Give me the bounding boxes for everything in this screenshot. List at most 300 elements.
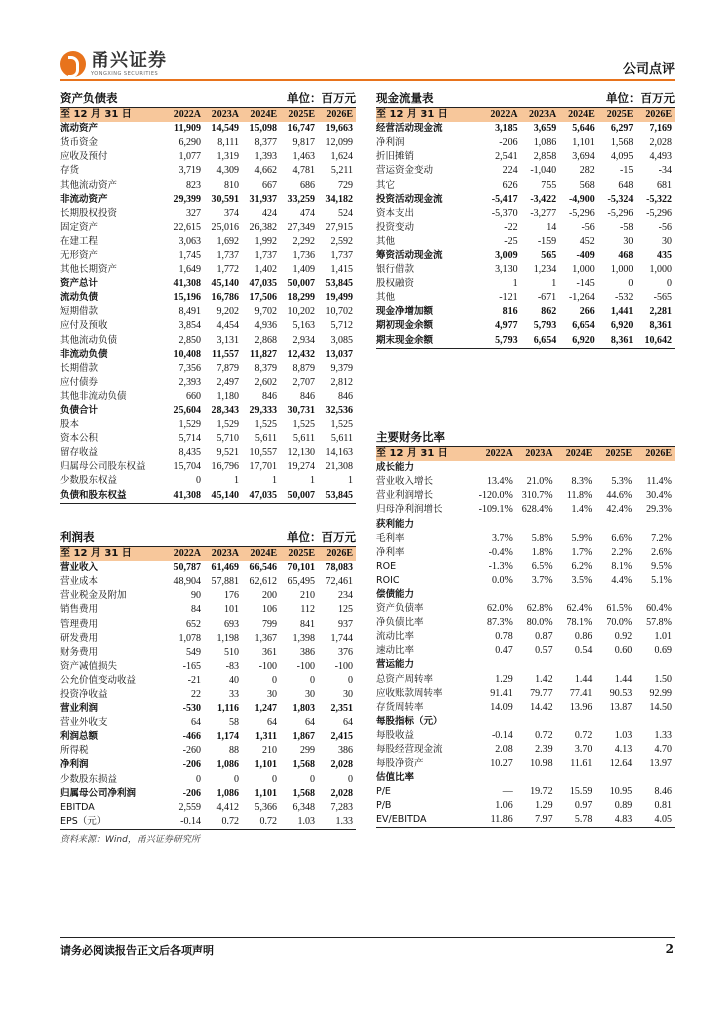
- value-cell: 729: [338, 179, 353, 191]
- value-cell: 3,854: [178, 320, 201, 332]
- value-cell: 0.47: [495, 645, 513, 657]
- value-cell: 57.8%: [646, 617, 672, 629]
- value-cell: 468: [618, 249, 634, 261]
- value-cell: 2022A: [166, 547, 204, 561]
- value-cell: -206: [499, 137, 518, 149]
- table-row: [376, 249, 675, 263]
- value-cell: 3.5%: [571, 574, 593, 586]
- table-row: [376, 122, 675, 136]
- value-cell: 374: [224, 207, 239, 219]
- value-cell: 5,793: [533, 320, 557, 332]
- row-label: 资产负债率: [376, 603, 424, 615]
- table-header-row: [376, 447, 675, 461]
- value-cell: 1,086: [533, 137, 557, 149]
- value-cell: 10.95: [609, 786, 633, 798]
- table-row: [60, 744, 356, 758]
- value-cell: 1,736: [292, 249, 315, 261]
- table-row: [376, 178, 675, 192]
- value-cell: 32,536: [325, 405, 353, 417]
- table-row: [60, 617, 356, 631]
- table-row: [376, 221, 675, 235]
- value-cell: 10.27: [490, 758, 513, 770]
- table-row: [60, 688, 356, 702]
- value-cell: 327: [186, 207, 201, 219]
- ratios-title-bar: [376, 430, 675, 447]
- value-cell: 22: [191, 688, 201, 700]
- value-cell: 88: [229, 745, 239, 757]
- value-cell: 1,174: [216, 731, 239, 743]
- value-cell: 568: [579, 179, 595, 191]
- value-cell: 30.4%: [646, 490, 672, 502]
- value-cell: 1,867: [292, 731, 315, 743]
- value-cell: 33,259: [287, 193, 315, 205]
- value-cell: 6,290: [178, 137, 201, 149]
- value-cell: 19,499: [325, 292, 353, 304]
- value-cell: [556, 658, 596, 672]
- value-cell: 846: [262, 390, 277, 402]
- value-cell: 2,934: [292, 334, 315, 346]
- page-header: [60, 50, 675, 78]
- table-row: [60, 207, 356, 221]
- value-cell: 0.72: [535, 729, 553, 741]
- value-cell: 2,592: [330, 235, 353, 247]
- logo-name-en: YONGXING SECURITIES: [91, 70, 159, 77]
- value-cell: 652: [186, 618, 201, 630]
- value-cell: 1,568: [292, 759, 315, 771]
- value-cell: 1,116: [217, 703, 239, 715]
- table-row: [60, 122, 356, 136]
- table-row: [60, 362, 356, 376]
- value-cell: [516, 771, 556, 785]
- value-cell: 1,525: [292, 419, 315, 431]
- row-label: 其他非流动负债: [60, 390, 127, 402]
- value-cell: 6.5%: [531, 560, 553, 572]
- value-cell: 452: [579, 235, 595, 247]
- value-cell: 1.4%: [571, 504, 593, 516]
- row-label: 利润总额: [60, 731, 99, 743]
- value-cell: -565: [653, 292, 672, 304]
- value-cell: 2024E: [556, 447, 596, 461]
- value-cell: 937: [338, 618, 353, 630]
- value-cell: 2,393: [178, 376, 201, 388]
- value-cell: 60.4%: [646, 603, 672, 615]
- table-row: [376, 701, 675, 715]
- value-cell: 2023A: [204, 108, 242, 122]
- value-cell: 3,085: [330, 334, 353, 346]
- cashflow-title: 现金流量表: [376, 91, 434, 105]
- value-cell: 2,415: [330, 731, 353, 743]
- value-cell: 9,702: [254, 306, 277, 318]
- value-cell: 6,348: [292, 801, 315, 813]
- value-cell: 1,367: [254, 632, 277, 644]
- value-cell: [595, 588, 635, 602]
- value-cell: [635, 715, 675, 729]
- row-label: 长期股权投资: [60, 207, 118, 219]
- value-cell: [556, 517, 596, 531]
- value-cell: 45,140: [204, 489, 242, 504]
- row-label: 银行借款: [376, 264, 415, 276]
- value-cell: —: [502, 786, 513, 798]
- value-cell: 0: [667, 278, 672, 290]
- value-cell: 72,461: [325, 576, 353, 588]
- row-label: 期初现金余额: [376, 320, 434, 332]
- value-cell: 4.70: [654, 744, 672, 756]
- row-label: 偿债能力: [376, 588, 415, 600]
- value-cell: 78,083: [325, 562, 353, 574]
- value-cell: -5,296: [568, 207, 595, 219]
- value-cell: 16,747: [287, 123, 315, 135]
- table-row: [376, 532, 675, 546]
- table-row: [376, 687, 675, 701]
- table-row: [60, 646, 356, 660]
- cashflow-table: [376, 108, 675, 349]
- value-cell: 41,308: [166, 489, 204, 504]
- table-row: [60, 277, 356, 291]
- value-cell: 2,858: [533, 151, 557, 163]
- value-cell: 1,409: [292, 264, 315, 276]
- value-cell: 64: [305, 717, 315, 729]
- value-cell: 19,663: [325, 123, 353, 135]
- row-label: 短期借款: [60, 306, 99, 318]
- income-statement-unit: 单位：百万元: [287, 530, 356, 544]
- row-label: 估值比率: [376, 772, 415, 784]
- row-label: 其他长期资产: [60, 264, 118, 276]
- value-cell: 11.61: [570, 758, 593, 770]
- value-cell: 0: [628, 278, 634, 290]
- row-label: 财务费用: [60, 646, 99, 658]
- row-label: 应付债券: [60, 376, 99, 388]
- value-cell: 14,549: [211, 123, 239, 135]
- value-cell: 10,408: [173, 348, 201, 360]
- table-row: [60, 305, 356, 319]
- value-cell: 0.72: [574, 729, 593, 741]
- value-cell: 224: [502, 165, 518, 177]
- value-cell: 648: [618, 179, 634, 191]
- table-row: [376, 588, 675, 602]
- value-cell: 5.78: [556, 813, 596, 828]
- value-cell: 15.59: [569, 786, 593, 798]
- value-cell: 22,615: [173, 221, 201, 233]
- value-cell: 0.72: [204, 815, 242, 830]
- value-cell: 1.44: [574, 673, 593, 685]
- row-label: 投资变动: [376, 221, 415, 233]
- table-row: [376, 673, 675, 687]
- value-cell: 0: [310, 773, 315, 785]
- value-cell: 28,343: [211, 405, 239, 417]
- value-cell: 1: [234, 475, 239, 487]
- table-row: [376, 263, 675, 277]
- row-label: 销售费用: [60, 604, 99, 616]
- value-cell: 10,642: [636, 334, 675, 349]
- value-cell: 11.8%: [566, 490, 593, 502]
- table-row: [60, 603, 356, 617]
- row-label: 资本支出: [376, 207, 415, 219]
- value-cell: [476, 715, 516, 729]
- value-cell: 8,491: [178, 306, 201, 318]
- row-label: 至 12 月 31 日: [60, 108, 166, 122]
- value-cell: 823: [186, 179, 201, 191]
- value-cell: 1,000: [610, 264, 634, 276]
- value-cell: 0.69: [654, 645, 672, 657]
- value-cell: 6.6%: [611, 532, 633, 544]
- value-cell: 282: [579, 165, 595, 177]
- table-header-row: [60, 108, 356, 122]
- value-cell: 50,787: [173, 562, 201, 574]
- table-row: [376, 757, 675, 771]
- value-cell: 0: [348, 773, 353, 785]
- value-cell: 5,611: [254, 433, 277, 445]
- value-cell: 30: [305, 688, 315, 700]
- value-cell: 2023A: [204, 547, 242, 561]
- row-label: 归母净利润增长: [376, 504, 443, 516]
- value-cell: 2,602: [254, 376, 277, 388]
- value-cell: 2,292: [292, 235, 315, 247]
- value-cell: 1: [310, 475, 315, 487]
- value-cell: 61.5%: [606, 603, 633, 615]
- value-cell: 5.8%: [531, 532, 553, 544]
- value-cell: 4,454: [216, 320, 239, 332]
- value-cell: 5,793: [482, 334, 521, 349]
- value-cell: 8,361: [649, 320, 672, 332]
- table-row: [60, 390, 356, 404]
- value-cell: 21.0%: [526, 476, 553, 488]
- table-row: [376, 729, 675, 743]
- value-cell: 386: [338, 745, 353, 757]
- balance-sheet-unit: 单位：百万元: [287, 91, 356, 105]
- value-cell: 862: [541, 306, 557, 318]
- value-cell: 6,920: [559, 334, 598, 349]
- value-cell: 0.81: [654, 800, 672, 812]
- value-cell: 9.5%: [651, 560, 672, 572]
- table-row: [376, 475, 675, 489]
- value-cell: 61,469: [211, 562, 239, 574]
- value-cell: 92.99: [649, 687, 672, 699]
- value-cell: 376: [338, 646, 353, 658]
- value-cell: 1.29: [535, 800, 553, 812]
- table-row: [60, 815, 356, 830]
- value-cell: 6,920: [610, 320, 634, 332]
- value-cell: 11.86: [476, 813, 516, 828]
- value-cell: -100: [334, 660, 353, 672]
- value-cell: 1,415: [330, 264, 353, 276]
- value-cell: 78.1%: [566, 617, 593, 629]
- value-cell: 62.8%: [526, 603, 553, 615]
- table-row: [376, 658, 675, 672]
- value-cell: -530: [182, 703, 201, 715]
- row-label: 毛利率: [376, 532, 405, 544]
- value-cell: 5.9%: [571, 532, 593, 544]
- table-row: [60, 716, 356, 730]
- row-label: 在建工程: [60, 235, 99, 247]
- value-cell: -15: [620, 165, 634, 177]
- table-row: [376, 560, 675, 574]
- row-label: 负债合计: [60, 405, 99, 417]
- value-cell: 62.4%: [566, 603, 593, 615]
- value-cell: 210: [300, 590, 315, 602]
- value-cell: 14,163: [325, 447, 353, 459]
- row-label: 归属母公司股东权益: [60, 461, 146, 473]
- value-cell: 8,111: [217, 137, 239, 149]
- value-cell: 14.50: [649, 701, 672, 713]
- value-cell: 0.89: [614, 800, 633, 812]
- table-row: [60, 263, 356, 277]
- value-cell: 1,568: [292, 787, 315, 799]
- value-cell: 12,432: [287, 348, 315, 360]
- value-cell: 9,817: [292, 137, 315, 149]
- row-label: 至 12 月 31 日: [376, 447, 476, 461]
- value-cell: -165: [182, 660, 201, 672]
- table-row: [60, 432, 356, 446]
- value-cell: [635, 588, 675, 602]
- value-cell: -25: [504, 235, 518, 247]
- value-cell: [595, 771, 635, 785]
- value-cell: 0.72: [242, 815, 280, 830]
- ratios-table: [376, 447, 675, 828]
- value-cell: 77.41: [569, 687, 593, 699]
- table-row: [376, 630, 675, 644]
- value-cell: 2,868: [254, 334, 277, 346]
- value-cell: 2026E: [635, 447, 675, 461]
- row-label: 长期借款: [60, 362, 99, 374]
- value-cell: [556, 771, 596, 785]
- row-label: 存货周转率: [376, 701, 424, 713]
- row-label: 营业利润增长: [376, 490, 434, 502]
- value-cell: 1,101: [254, 787, 277, 799]
- value-cell: 2,281: [649, 306, 672, 318]
- value-cell: 5.3%: [611, 476, 633, 488]
- table-row: [376, 743, 675, 757]
- value-cell: 0.54: [574, 645, 593, 657]
- value-cell: -56: [581, 221, 595, 233]
- value-cell: 13.87: [609, 701, 633, 713]
- value-cell: 3,719: [178, 165, 201, 177]
- table-row: [376, 503, 675, 517]
- row-label: 营业成本: [60, 576, 99, 588]
- value-cell: 2,707: [292, 376, 315, 388]
- value-cell: 2024E: [242, 108, 280, 122]
- table-row: [60, 348, 356, 362]
- value-cell: 50,007: [287, 278, 315, 290]
- value-cell: 58: [229, 717, 239, 729]
- value-cell: 9,379: [330, 362, 353, 374]
- row-label: 营业税金及附加: [60, 590, 127, 602]
- value-cell: -1,040: [530, 165, 557, 177]
- row-label: 研发费用: [60, 632, 99, 644]
- value-cell: -1.3%: [488, 560, 513, 572]
- value-cell: 30,731: [287, 405, 315, 417]
- table-row: [376, 291, 675, 305]
- data-source-note: 资料来源：Wind，甬兴证券研究所: [60, 835, 200, 845]
- value-cell: 1.06: [495, 800, 513, 812]
- value-cell: -532: [615, 292, 634, 304]
- value-cell: 8.46: [654, 786, 672, 798]
- value-cell: 210: [262, 745, 277, 757]
- row-label: EV/EBITDA: [376, 813, 476, 828]
- value-cell: 234: [338, 590, 353, 602]
- value-cell: 42.4%: [606, 504, 633, 516]
- row-label: 资本公积: [60, 433, 99, 445]
- value-cell: -0.14: [491, 729, 513, 741]
- value-cell: 101: [224, 604, 239, 616]
- row-label: 管理费用: [60, 618, 99, 630]
- value-cell: 8,379: [254, 362, 277, 374]
- value-cell: 3,063: [178, 235, 201, 247]
- value-cell: 1,000: [572, 264, 595, 276]
- value-cell: 14.42: [530, 701, 553, 713]
- value-cell: 0: [310, 674, 315, 686]
- value-cell: 50,007: [280, 489, 318, 504]
- value-cell: 1: [272, 475, 277, 487]
- value-cell: -100: [258, 660, 277, 672]
- table-row: [60, 136, 356, 150]
- value-cell: 79.77: [530, 687, 553, 699]
- balance-sheet-panel: [60, 91, 356, 504]
- row-label: 至 12 月 31 日: [60, 547, 166, 561]
- table-row: [376, 546, 675, 560]
- row-label: 投资净收益: [60, 688, 108, 700]
- value-cell: 2024E: [559, 108, 598, 122]
- table-row: [376, 461, 675, 475]
- value-cell: 693: [224, 618, 239, 630]
- row-label: 存货: [60, 165, 80, 177]
- table-row: [60, 801, 356, 815]
- income-statement-title: 利润表: [60, 530, 95, 544]
- table-row: [60, 418, 356, 432]
- value-cell: [476, 771, 516, 785]
- row-label: 股本: [60, 419, 80, 431]
- value-cell: 0: [234, 773, 239, 785]
- table-row: [376, 799, 675, 813]
- balance-sheet-table: [60, 108, 356, 504]
- value-cell: 29,399: [173, 193, 201, 205]
- value-cell: -409: [576, 249, 595, 261]
- value-cell: -5,322: [646, 193, 672, 205]
- value-cell: 1,393: [254, 151, 277, 163]
- value-cell: 70,101: [287, 562, 315, 574]
- value-cell: 17,506: [249, 292, 277, 304]
- value-cell: 0: [196, 475, 201, 487]
- value-cell: 15,098: [249, 123, 277, 135]
- value-cell: 5,163: [292, 320, 315, 332]
- value-cell: 7,356: [178, 362, 201, 374]
- value-cell: 1,772: [216, 264, 239, 276]
- value-cell: 57,881: [211, 576, 239, 588]
- table-row: [376, 319, 675, 333]
- value-cell: 681: [657, 179, 672, 191]
- value-cell: -4,900: [568, 193, 595, 205]
- table-row: [60, 235, 356, 249]
- value-cell: 5,611: [330, 433, 353, 445]
- row-label: 应收及预付: [60, 151, 108, 163]
- value-cell: -120.0%: [478, 490, 513, 502]
- value-cell: [476, 517, 516, 531]
- value-cell: 3,659: [533, 123, 557, 135]
- row-label: P/B: [376, 800, 392, 812]
- value-cell: 62.0%: [486, 603, 513, 615]
- table-row: [60, 249, 356, 263]
- value-cell: 8.3%: [571, 476, 593, 488]
- row-label: 获利能力: [376, 518, 415, 530]
- value-cell: 1,744: [330, 632, 353, 644]
- value-cell: 846: [338, 390, 353, 402]
- row-label: 至 12 月 31 日: [376, 108, 482, 122]
- table-row: [376, 616, 675, 630]
- row-label: 非流动负债: [60, 348, 108, 360]
- value-cell: 9,202: [216, 306, 239, 318]
- table-row: [376, 207, 675, 221]
- value-cell: 44.6%: [606, 490, 633, 502]
- value-cell: -21: [187, 674, 201, 686]
